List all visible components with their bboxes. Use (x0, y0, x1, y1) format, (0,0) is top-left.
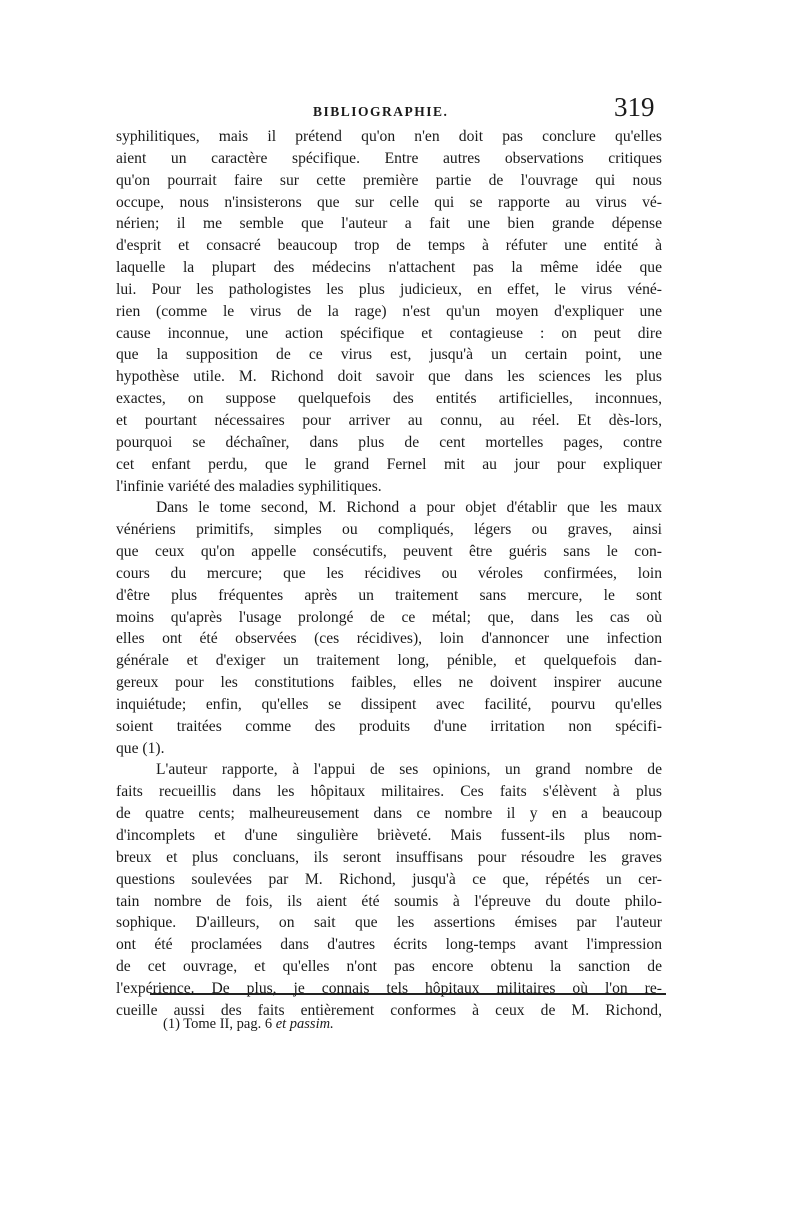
text-line: lui. Pour les pathologistes les plus judicieux, en effet, le virus véné- (116, 280, 662, 298)
text-line: vénériens primitifs, simples ou compliqués, légers ou graves, ainsi (116, 521, 662, 539)
paragraph-start-line: L'auteur rapporte, à l'appui de ses opinions, un grand nombre de (156, 761, 662, 779)
text-line: qu'on pourrait faire sur cette première partie de l'ouvrage qui nous (116, 171, 662, 189)
paragraph-end-line: que (1). (116, 739, 165, 757)
text-line: laquelle la plupart des médecins n'attachent pas la même idée que (116, 259, 662, 277)
text-line: syphilitiques, mais il prétend qu'on n'en doit pas conclure qu'elles (116, 128, 662, 145)
text-line: inquiétude; enfin, qu'elles se dissipent avec facilité, pourvu qu'elles (116, 695, 662, 713)
text-line: d'incomplets et d'une singulière brièveté. Mais fussent-ils plus nom- (116, 827, 662, 844)
text-line: occupe, nous n'insisterons que sur celle qui se rapporte au virus vé- (116, 193, 662, 211)
text-line: cet enfant perdu, que le grand Fernel mit au jour pour expliquer (116, 455, 662, 473)
footnote-marker: (1) (163, 1016, 180, 1032)
text-line: d'esprit et consacré beaucoup trop de temps à réfuter une entité à (116, 237, 662, 255)
footnote (163, 1016, 334, 1033)
footnote-text: Tome II, pag. 6 (183, 1016, 273, 1032)
text-line: que ceux qu'on appelle consécutifs, peuvent être guéris sans le con- (116, 543, 662, 561)
text-line: questions soulevées par M. Richond, jusqu'à ce que, répétés un cer- (116, 870, 662, 888)
text-line: cours du mercure; que les récidives ou véroles confirmées, loin (116, 564, 662, 582)
text-line: cueille aussi des faits entièrement conformes à ceux de M. Richond, (116, 1001, 662, 1019)
text-line: tain nombre de fois, ils aient été soumis à l'épreuve du doute philo- (116, 892, 662, 910)
page-number: 319 (614, 92, 655, 122)
text-line: générale et d'exiger un traitement long, pénible, et quelquefois dan- (116, 652, 662, 670)
paragraph-end-line: l'infinie variété des maladies syphilitiques. (116, 477, 382, 495)
text-line: soient traitées comme des produits d'une irritation non spécifi- (116, 717, 662, 735)
text-line: sophique. D'ailleurs, on sait que les assertions émises par l'auteur (116, 914, 662, 932)
text-line: elles ont été observées (ces récidives), loin d'annoncer une infection (116, 630, 662, 648)
footnote-rule (150, 993, 666, 995)
text-line: gereux pour les constitutions faibles, elles ne doivent inspirer aucune (116, 674, 662, 692)
text-line: que la supposition de ce virus est, jusqu'à un certain point, une (116, 346, 662, 364)
text-line: nérien; il me semble que l'auteur a fait une bien grande dépense (116, 215, 662, 233)
text-line: d'être plus fréquentes après un traitement sans mercure, le sont (116, 586, 662, 604)
text-line: aient un caractère spécifique. Entre autres observations critiques (116, 149, 662, 167)
text-line: faits recueillis dans les hôpitaux militaires. Ces faits s'élèvent à plus (116, 783, 662, 801)
text-line: cause inconnue, une action spécifique et contagieuse : on peut dire (116, 324, 662, 342)
text-line: de cet ouvrage, et qu'elles n'ont pas encore obtenu la sanction de (116, 958, 662, 976)
footnote-italic: et passim. (275, 1016, 334, 1032)
text-line: de quatre cents; malheureusement dans ce nombre il y en a beaucoup (116, 805, 662, 823)
text-line: hypothèse utile. M. Richond doit savoir que dans les sciences les plus (116, 368, 662, 386)
text-line: moins qu'après l'usage prolongé de ce métal; que, dans les cas où (116, 608, 662, 626)
text-line: et pourtant nécessaires pour arriver au connu, au réel. Et dès-lors, (116, 411, 662, 429)
paragraph-start-line: Dans le tome second, M. Richond a pour objet d'établir que les maux (156, 499, 662, 517)
text-line: pourquoi se déchaîner, dans plus de cent mortelles pages, contre (116, 433, 662, 451)
text-line: rien (comme le virus de la rage) n'est qu'un moyen d'expliquer une (116, 302, 662, 320)
text-line: exactes, on suppose quelquefois des entités artificielles, inconnues, (116, 390, 662, 408)
running-title: BIBLIOGRAPHIE. (313, 104, 449, 119)
body-text (116, 126, 662, 1022)
text-line: breux et plus concluans, ils seront insuffisans pour résoudre les graves (116, 848, 662, 866)
text-line: ont été proclamées dans d'autres écrits long-temps avant l'impression (116, 936, 662, 954)
text-line: l'expérience. De plus, je connais tels hôpitaux militaires où l'on re- (116, 979, 662, 997)
